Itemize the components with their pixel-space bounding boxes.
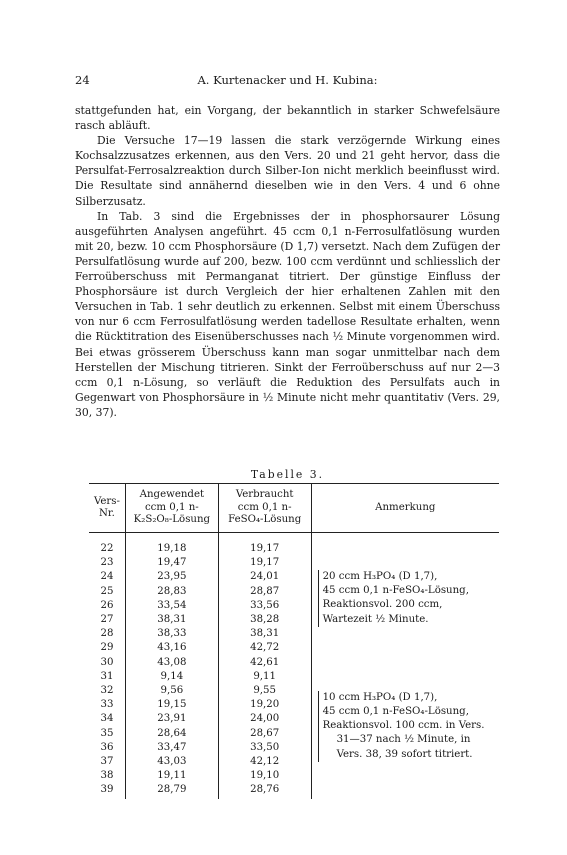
remark-line: 45 ccm 0,1 n-FeSO₄-Lösung, [322, 706, 469, 718]
cell-angewendet: 19,18 [125, 542, 218, 556]
cell-verbraucht: 9,55 [218, 684, 311, 698]
cell-angewendet: 43,16 [125, 641, 218, 655]
cell-verbraucht: 19,17 [218, 542, 311, 556]
cell-vers-nr: 26 [100, 599, 114, 611]
cell-angewendet: 38,31 [125, 613, 218, 627]
remark-line: 20 ccm H₃PO₄ (D 1,7), [322, 571, 438, 582]
cell-verbraucht: 38,31 [218, 627, 311, 641]
remark-line: 45 ccm 0,1 n-FeSO₄-Lösung, [322, 585, 469, 597]
cell-verbraucht: 42,72 [218, 641, 311, 655]
cell-verbraucht: 33,56 [218, 599, 311, 613]
remark-line: 31—37 nach ½ Minute, in [336, 734, 471, 746]
cell-anmerkung [311, 542, 499, 799]
paragraph: Die Versuche 17—19 lassen die stark verzögernde Wirkung eines Kochsalzzusatzes erkennen, aus den Vers. 20 und 21 geht hervor, dass die Persulfat-Ferrosalzreaktion durch Silber-Ion nicht merklich beeinflusst wird. Die Resultate sind annähernd dieselben wie in den Vers. 4 und 6 ohne Silberzusatz. [75, 134, 500, 208]
remark-group [318, 691, 499, 762]
cell-angewendet: 19,47 [125, 556, 218, 570]
cell-angewendet: 9,14 [125, 670, 218, 684]
cell-angewendet: 28,64 [125, 727, 218, 741]
table-row [89, 542, 499, 556]
remark-line: Reaktionsvol. 200 ccm, [322, 599, 443, 611]
cell-vers-nr: 36 [100, 741, 114, 753]
cell-verbraucht: 33,50 [218, 741, 311, 755]
cell-verbraucht: 24,01 [218, 570, 311, 584]
cell-vers-nr: 32 [100, 685, 114, 697]
table-header-row [89, 484, 499, 533]
remark-line: Wartezeit ½ Minute. [322, 613, 429, 625]
cell-vers-nr: 22 [100, 543, 114, 554]
cell-verbraucht: 28,87 [218, 585, 311, 599]
cell-angewendet: 33,47 [125, 741, 218, 755]
header-verbraucht: Verbraucht ccm 0,1 n- FeSO₄-Lösung [218, 484, 311, 533]
cell-vers-nr: 31 [100, 670, 114, 682]
cell-angewendet: 19,11 [125, 769, 218, 783]
cell-angewendet: 43,08 [125, 656, 218, 670]
cell-angewendet: 9,56 [125, 684, 218, 698]
cell-vers-nr: 38 [100, 770, 114, 782]
cell-vers-nr: 37 [100, 756, 114, 768]
cell-verbraucht: 42,61 [218, 656, 311, 670]
table-caption: Tabelle 3. [250, 468, 325, 481]
paragraph: In Tab. 3 sind die Ergebnisses der in phosphorsaurer Lösung ausgeführten Analysen angeführt. 45 ccm 0,1 n-Ferrosulfatlösung wurden mit 20, bezw. 10 ccm Phosphorsäure (D 1,7) versetzt. Nach dem Zufügen der Persulfatlösung wurde auf 200, bezw. 100 ccm verdünnt und schliesslich der Ferroüberschuss mit Permanganat titriert. Der günstige Einfluss der Phosphorsäure ist durch Vergleich der hier erhaltenen Zahlen mit den Versuchen in Tab. 1 sehr deutlich zu erkennen. Selbst mit einem Überschuss von nur 6 ccm Ferrosulfatlösung werden tadellose Resultate erhalten, wenn die Rücktitration des Eisenüberschusses nach ½ Minute vorgenommen wird. Bei etwas grösserem Überschuss kann man sogar unmittelbar nach dem Herstellen der Mischung titrieren. Sinkt der Ferroüberschuss auf nur 2—3 ccm 0,1 n-Lösung, so verläuft die Reduktion des Persulfats auch in Gegenwart von Phosphorsäure in ½ Minute nicht mehr quantitativ (Vers. 29, 30, 37). [75, 209, 500, 419]
cell-angewendet: 28,83 [125, 585, 218, 599]
header-angewendet: Angewendet ccm 0,1 n- K₂S₂O₈-Lösung [125, 484, 218, 533]
paragraph: stattgefunden hat, ein Vorgang, der bekanntlich in starker Schwefelsäure rasch abläuft. [75, 104, 500, 133]
cell-angewendet: 43,03 [125, 755, 218, 769]
cell-angewendet: 33,54 [125, 599, 218, 613]
cell-verbraucht: 28,67 [218, 727, 311, 741]
cell-vers-nr: 34 [100, 713, 114, 725]
cell-vers-nr: 33 [100, 699, 114, 711]
remark-group [318, 570, 499, 627]
cell-angewendet: 28,79 [125, 783, 218, 799]
header-vers-nr: Vers- Nr. [89, 484, 125, 533]
cell-verbraucht: 42,12 [218, 755, 311, 769]
page-number: 24 [75, 73, 90, 87]
header-anmerkung: Anmerkung [311, 484, 499, 533]
running-title: A. Kurtenacker und H. Kubina: [197, 73, 378, 87]
results-table [89, 483, 499, 799]
table-body [89, 533, 499, 800]
cell-verbraucht: 28,76 [218, 783, 311, 799]
remark-line: Reaktionsvol. 100 ccm. in Vers. [322, 720, 485, 732]
cell-vers-nr: 39 [100, 784, 114, 796]
remark-line: 10 ccm H₃PO₄ (D 1,7), [322, 691, 438, 703]
body-text [75, 103, 500, 420]
cell-verbraucht: 19,17 [218, 556, 311, 570]
cell-vers-nr: 27 [100, 614, 114, 626]
cell-vers-nr: 29 [100, 642, 114, 654]
cell-vers-nr: 23 [100, 557, 114, 569]
cell-verbraucht: 38,28 [218, 613, 311, 627]
cell-verbraucht: 9,11 [218, 670, 311, 684]
cell-verbraucht: 24,00 [218, 712, 311, 726]
cell-vers-nr: 24 [100, 571, 114, 583]
cell-vers-nr: 28 [100, 628, 114, 640]
cell-verbraucht: 19,10 [218, 769, 311, 783]
cell-angewendet: 23,95 [125, 570, 218, 584]
spacer-row [89, 533, 499, 543]
cell-angewendet: 23,91 [125, 712, 218, 726]
cell-vers-nr: 30 [100, 656, 114, 668]
cell-angewendet: 19,15 [125, 698, 218, 712]
remark-line: Vers. 38, 39 sofort titriert. [336, 748, 473, 760]
cell-vers-nr: 35 [100, 727, 114, 739]
cell-angewendet: 38,33 [125, 627, 218, 641]
cell-verbraucht: 19,20 [218, 698, 311, 712]
running-header [75, 73, 500, 87]
cell-vers-nr: 25 [100, 585, 114, 597]
